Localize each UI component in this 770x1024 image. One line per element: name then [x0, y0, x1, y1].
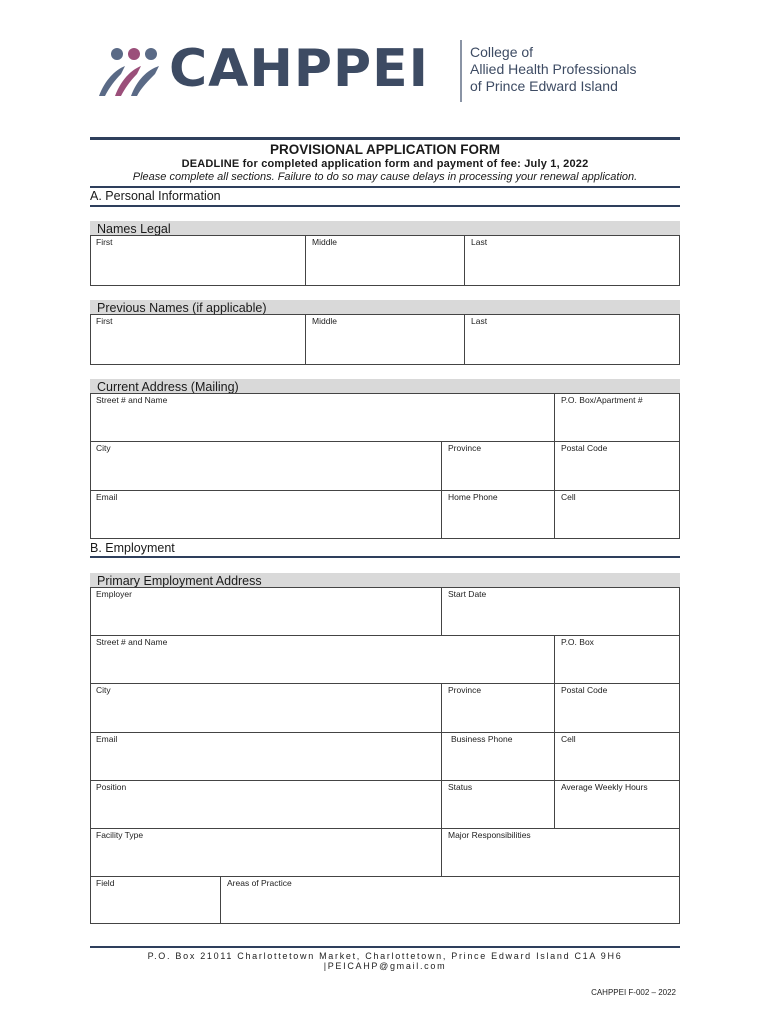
employment-city-field[interactable]: City [96, 685, 111, 695]
middle-name-field[interactable]: Middle [312, 237, 338, 247]
employment-province-field[interactable]: Province [448, 685, 482, 695]
divider [90, 635, 680, 636]
province-field[interactable]: Province [448, 443, 482, 453]
primary-employment-title: Primary Employment Address [97, 574, 262, 588]
postal-code-field[interactable]: Postal Code [561, 443, 608, 453]
divider [90, 828, 680, 829]
divider [554, 393, 555, 539]
college-logo [95, 38, 655, 104]
names-legal-box [90, 235, 680, 286]
divider [441, 683, 442, 876]
section-a-bottom-rule [90, 205, 680, 207]
names-legal-bar [90, 221, 680, 235]
divider [441, 587, 442, 635]
home-phone-field[interactable]: Home Phone [448, 492, 498, 502]
header-rule [90, 137, 680, 140]
footer-rule [90, 946, 680, 948]
city-field[interactable]: City [96, 443, 111, 453]
previous-names-box [90, 314, 680, 365]
divider [464, 235, 465, 286]
names-legal-title: Names Legal [97, 222, 171, 236]
divider [220, 876, 221, 924]
previous-middle-field[interactable]: Middle [312, 316, 338, 326]
employment-cell-field[interactable]: Cell [561, 734, 576, 744]
employment-email-field[interactable]: Email [96, 734, 118, 744]
divider [464, 314, 465, 365]
instruction-note: Please complete all sections. Failure to do so may cause delays in processing your renewal application. [132, 171, 638, 183]
business-phone-field[interactable]: Business Phone [451, 734, 513, 744]
employer-field[interactable]: Employer [96, 589, 132, 599]
section-b-heading: B. Employment [90, 541, 175, 555]
employment-po-box-field[interactable]: P.O. Box [561, 637, 594, 647]
previous-last-field[interactable]: Last [471, 316, 488, 326]
major-responsibilities-field[interactable]: Major Responsibilities [448, 830, 531, 840]
current-address-box [90, 393, 680, 539]
form-number: CAHPPEI F-002 – 2022 [591, 988, 676, 997]
divider [90, 780, 680, 781]
status-field[interactable]: Status [448, 782, 473, 792]
employment-street-field[interactable]: Street # and Name [96, 637, 168, 647]
divider [90, 683, 680, 684]
people-logo-icon [95, 44, 167, 98]
street-field[interactable]: Street # and Name [96, 395, 168, 405]
po-box-apartment-field[interactable]: P.O. Box/Apartment # [561, 395, 643, 405]
section-a-top-rule [90, 186, 680, 188]
divider [554, 635, 555, 828]
divider [90, 876, 680, 877]
section-b-rule [90, 556, 680, 558]
deadline-text: DEADLINE for completed application form and payment of fee: July 1, 2022 [181, 158, 589, 170]
tagline-line-1: College of [470, 44, 534, 60]
tagline-line-2: Allied Health Professionals [470, 61, 637, 77]
divider [90, 441, 680, 442]
logo-divider [460, 40, 462, 102]
first-name-field[interactable]: First [96, 237, 113, 247]
average-weekly-hours-field[interactable]: Average Weekly Hours [561, 782, 648, 792]
previous-first-field[interactable]: First [96, 316, 113, 326]
logo-wordmark: CAHPPEI [169, 39, 430, 99]
cell-field[interactable]: Cell [561, 492, 576, 502]
start-date-field[interactable]: Start Date [448, 589, 487, 599]
divider [90, 490, 680, 491]
areas-of-practice-field[interactable]: Areas of Practice [227, 878, 292, 888]
last-name-field[interactable]: Last [471, 237, 488, 247]
employment-postal-code-field[interactable]: Postal Code [561, 685, 608, 695]
previous-names-title: Previous Names (if applicable) [97, 301, 267, 315]
section-a-heading: A. Personal Information [90, 189, 221, 203]
logo-tagline [470, 44, 637, 95]
facility-type-field[interactable]: Facility Type [96, 830, 144, 840]
email-field[interactable]: Email [96, 492, 118, 502]
divider [90, 732, 680, 733]
position-field[interactable]: Position [96, 782, 127, 792]
divider [441, 441, 442, 539]
field-field[interactable]: Field [96, 878, 115, 888]
divider [305, 235, 306, 286]
tagline-line-3: of Prince Edward Island [470, 78, 618, 94]
footer-address: P.O. Box 21011 Charlottetown Market, Charlottetown, Prince Edward Island C1A 9H6 |PEICAHP@gmail.com [147, 951, 623, 971]
current-address-title: Current Address (Mailing) [97, 380, 239, 394]
divider [305, 314, 306, 365]
form-title: PROVISIONAL APPLICATION FORM [269, 142, 500, 157]
